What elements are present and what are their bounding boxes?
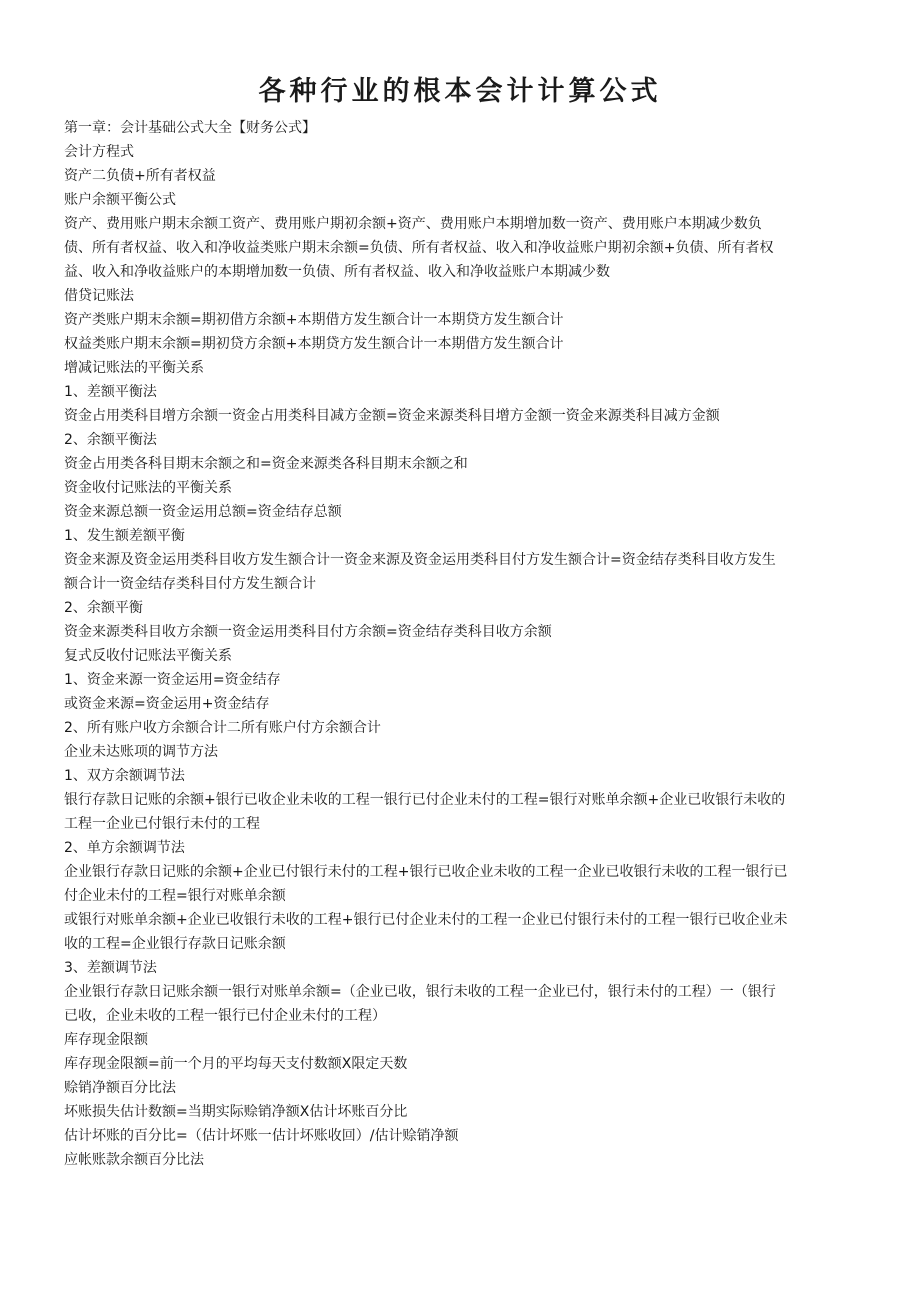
- text-line: 2、单方余额调节法: [64, 840, 185, 856]
- text-line: 借贷记账法: [64, 288, 134, 304]
- text-line: 应帐账款余额百分比法: [64, 1152, 204, 1168]
- text-line: 付企业未付的工程=银行对账单余额: [64, 888, 286, 904]
- text-line: 1、发生额差额平衡: [64, 528, 185, 544]
- text-line: 益、收入和净收益账户的本期增加数一负债、所有者权益、收入和净收益账户本期减少数: [64, 264, 610, 280]
- text-line: 坏账损失估计数额=当期实际赊销净额X估计坏账百分比: [64, 1104, 408, 1120]
- text-line: 3、差额调节法: [64, 960, 157, 976]
- text-line: 或银行对账单余额+企业已收银行未收的工程+银行已付企业未付的工程一企业已付银行未付的工程一银行已收企业未: [64, 912, 788, 928]
- text-line: 库存现金限额: [64, 1032, 148, 1048]
- document-body: [64, 116, 856, 1172]
- text-line: 2、余额平衡: [64, 600, 143, 616]
- text-line: 权益类账户期末余额=期初贷方余额+本期贷方发生额合计一本期借方发生额合计: [64, 336, 564, 352]
- text-line: 资产、费用账户期末余额工资产、费用账户期初余额+资产、费用账户本期增加数一资产、费用账户本期减少数负: [64, 216, 762, 232]
- text-line: 资金来源类科目收方余额一资金运用类科目付方余额=资金结存类科目收方余额: [64, 624, 552, 640]
- text-line: 银行存款日记账的余额+银行已收企业未收的工程一银行已付企业未付的工程=银行对账单余额+企业已收银行未收的: [64, 792, 786, 808]
- text-line: 2、余额平衡法: [64, 432, 157, 448]
- text-line: 赊销净额百分比法: [64, 1080, 176, 1096]
- text-line: 库存现金限额=前一个月的平均每天支付数额X限定天数: [64, 1056, 408, 1072]
- text-line: 债、所有者权益、收入和净收益类账户期末余额=负债、所有者权益、收入和净收益账户期初余额+负债、所有者权: [64, 240, 774, 256]
- text-line: 账户余额平衡公式: [64, 192, 176, 208]
- text-line: 1、差额平衡法: [64, 384, 157, 400]
- text-line: 1、双方余额调节法: [64, 768, 185, 784]
- text-line: 1、资金来源一资金运用=资金结存: [64, 672, 281, 688]
- text-line: 工程一企业已付银行未付的工程: [64, 816, 260, 832]
- text-line: 估计坏账的百分比=（估计坏账一估计坏账收回）/估计赊销净额: [64, 1128, 459, 1144]
- text-line: 额合计一资金结存类科目付方发生额合计: [64, 576, 316, 592]
- text-line: 企业银行存款日记账的余额+企业已付银行未付的工程+银行已收企业未收的工程一企业已收银行未收的工程一银行已: [64, 864, 788, 880]
- text-line: 资金收付记账法的平衡关系: [64, 480, 232, 496]
- text-line: 增减记账法的平衡关系: [64, 360, 204, 376]
- text-line: 资金占用类科目增方余额一资金占用类科目减方金额=资金来源类科目增方金额一资金来源类科目减方金额: [64, 408, 720, 424]
- text-line: 资金来源及资金运用类科目收方发生额合计一资金来源及资金运用类科目付方发生额合计=资金结存类科目收方发生: [64, 552, 776, 568]
- text-line: 已收，企业未收的工程一银行已付企业未付的工程）: [64, 1008, 386, 1024]
- text-line: 第一章：会计基础公式大全【财务公式】: [64, 120, 316, 136]
- text-line: 或资金来源=资金运用+资金结存: [64, 696, 270, 712]
- text-line: 企业银行存款日记账余额一银行对账单余额=（企业已收，银行未收的工程一企业已付，银行未付的工程）一（银行: [64, 984, 776, 1000]
- text-line: 收的工程=企业银行存款日记账余额: [64, 936, 286, 952]
- text-line: 2、所有账户收方余额合计二所有账户付方余额合计: [64, 720, 381, 736]
- text-line: 资金来源总额一资金运用总额=资金结存总额: [64, 504, 342, 520]
- document-title: 各种行业的根本会计计算公式: [258, 76, 662, 107]
- text-line: 资产二负债+所有者权益: [64, 168, 216, 184]
- text-line: 资金占用类各科目期末余额之和=资金来源类各科目期末余额之和: [64, 456, 468, 472]
- text-line: 资产类账户期末余额=期初借方余额+本期借方发生额合计一本期贷方发生额合计: [64, 312, 564, 328]
- text-line: 会计方程式: [64, 144, 134, 160]
- text-line: 复式反收付记账法平衡关系: [64, 648, 232, 664]
- text-line: 企业未达账项的调节方法: [64, 744, 218, 760]
